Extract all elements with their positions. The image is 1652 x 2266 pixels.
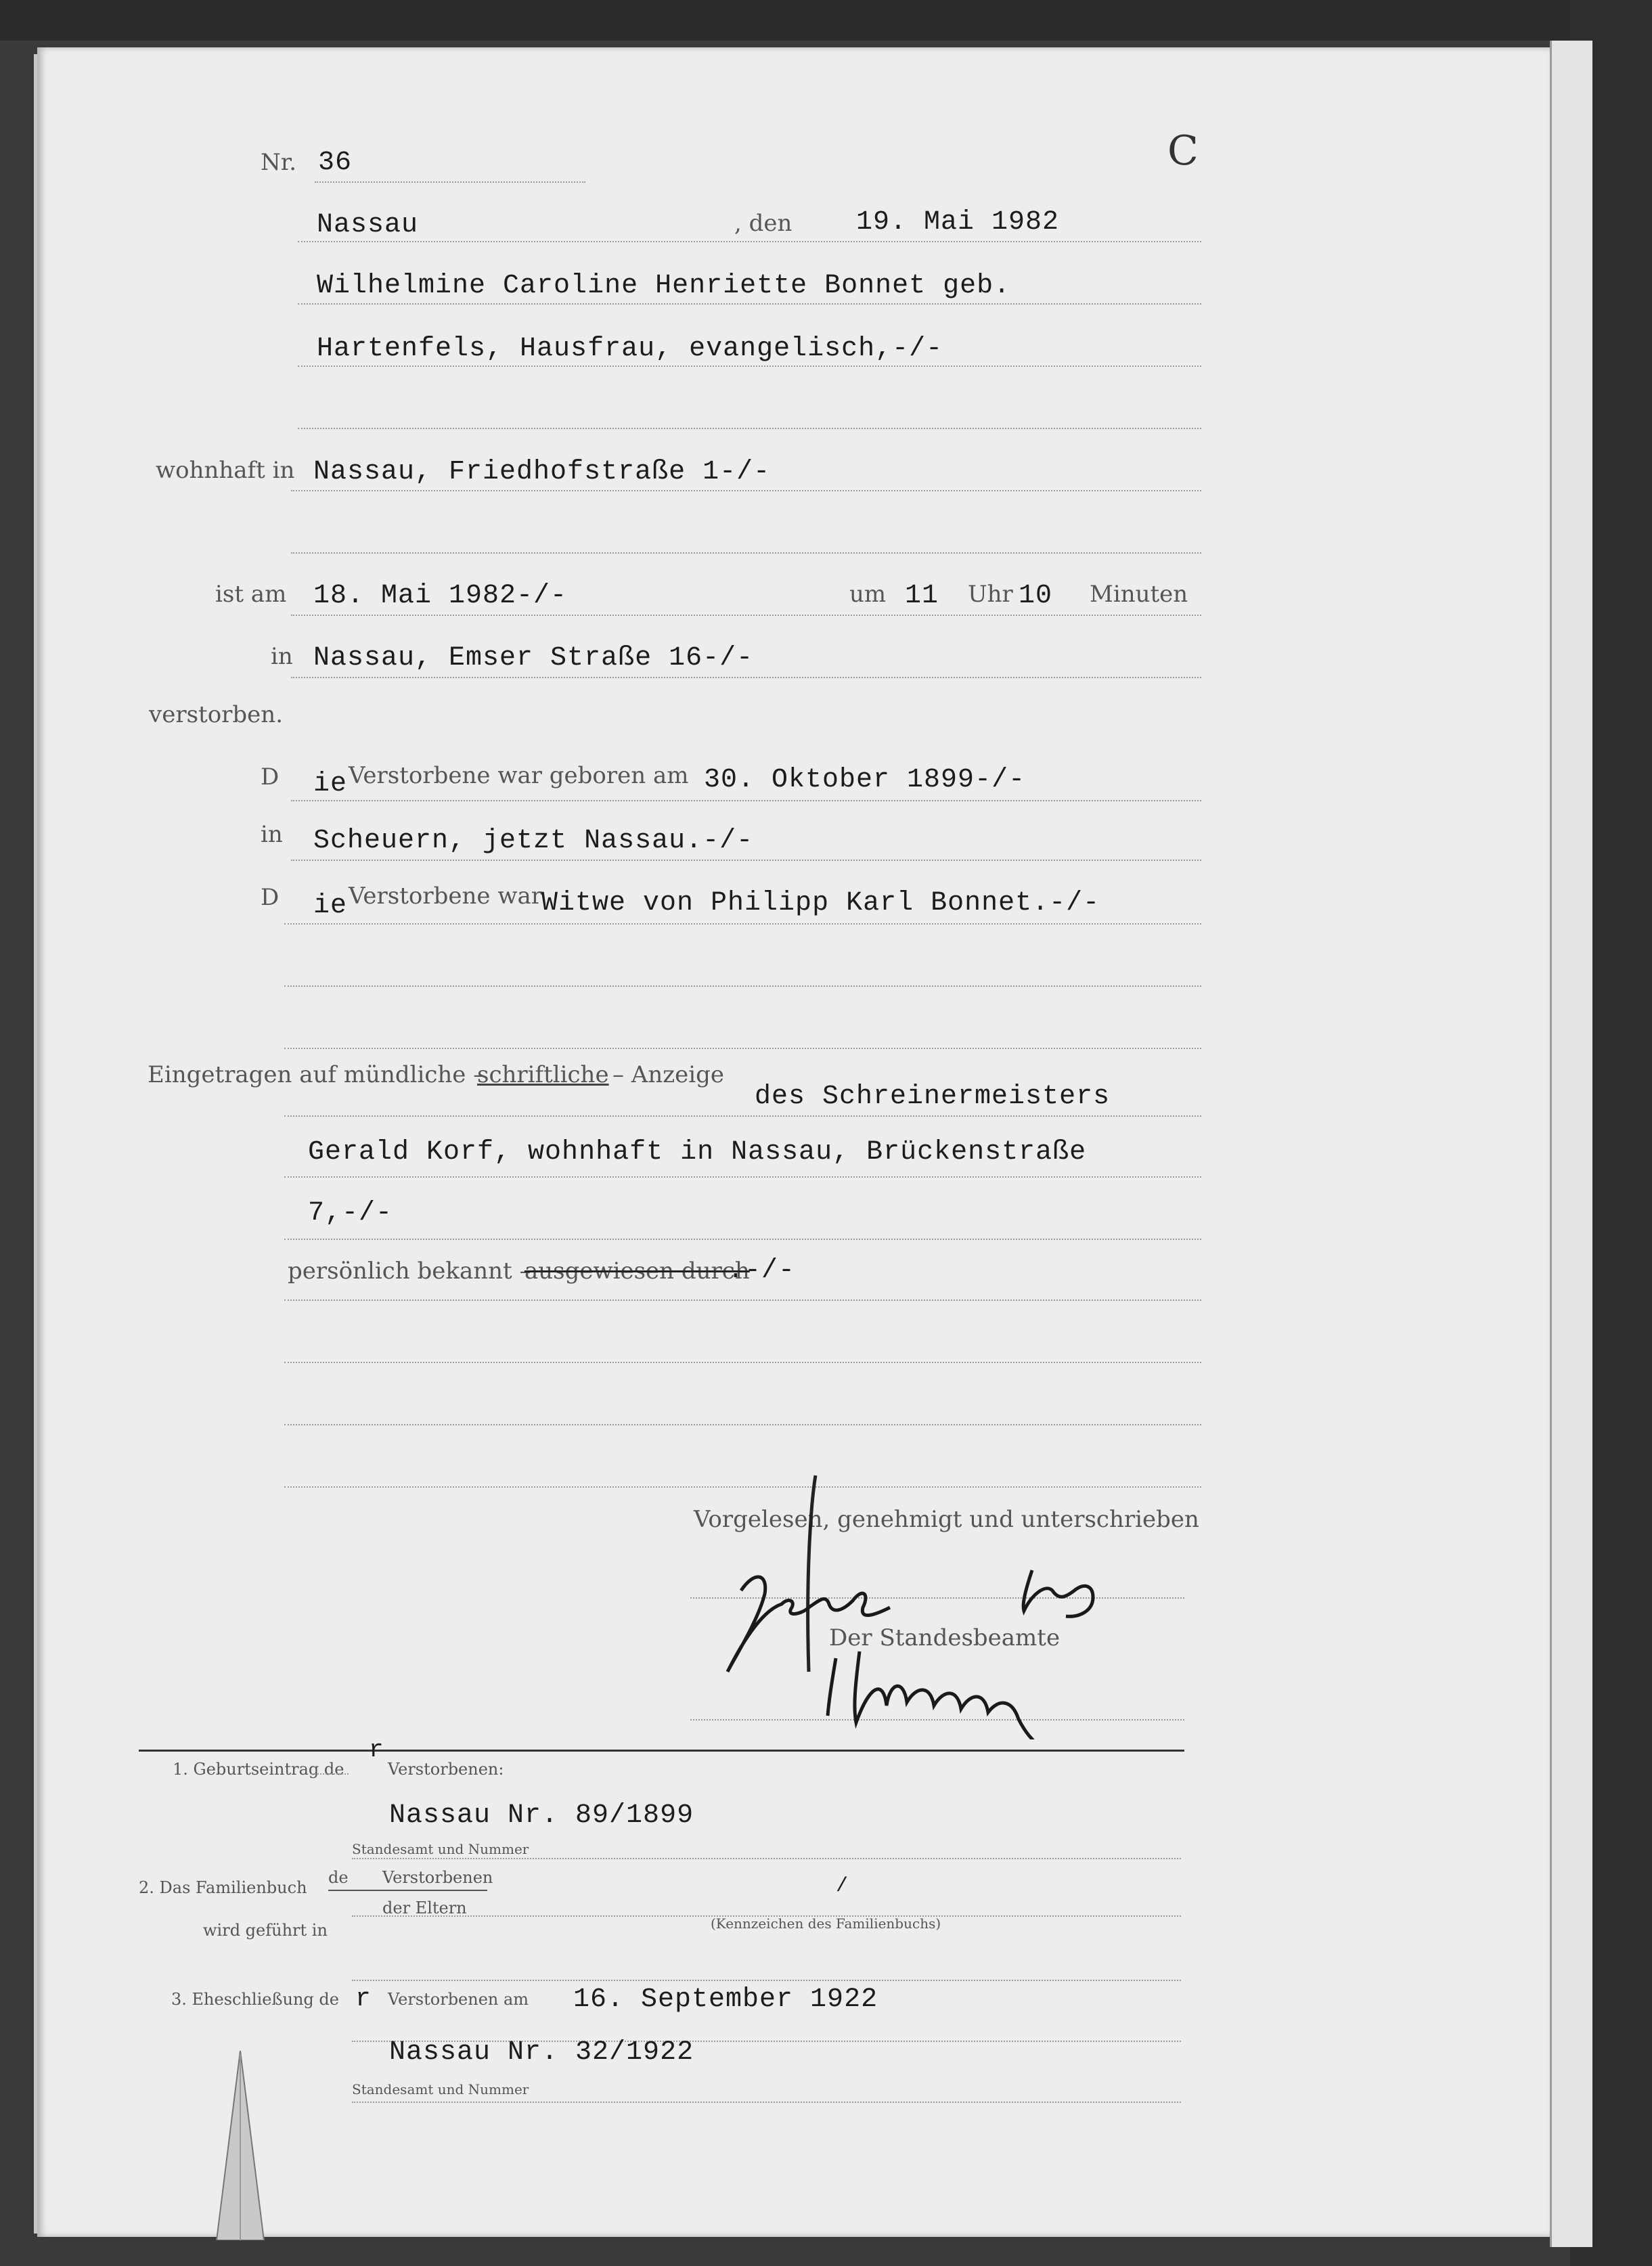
death-hour: 11 (905, 581, 939, 611)
d2-prefix: D (261, 884, 280, 911)
line-9 (291, 800, 1201, 801)
item2-kennzeichen: (Kennzeichen des Familienbuchs) (711, 1915, 941, 1932)
line-6 (291, 552, 1201, 554)
informant-line-1: des Schreinermeisters (755, 1082, 1111, 1112)
marital-status: Witwe von Philipp Karl Bonnet.-/- (541, 888, 1100, 918)
item3-typed: r (355, 1984, 372, 2014)
item2-fraction-rule (328, 1890, 487, 1891)
line-17 (284, 1299, 1201, 1301)
d2-label: Verstorbene war (349, 883, 542, 910)
bekannt-label: persönlich bekannt – (288, 1258, 531, 1285)
line-8 (291, 677, 1201, 678)
item1-line (352, 1858, 1181, 1859)
den-label: , den (734, 210, 792, 237)
handwritten-signatures (714, 1455, 1174, 1739)
birth-in-label: in (261, 821, 283, 848)
item1-typed: r (369, 1736, 384, 1764)
line-18 (284, 1362, 1201, 1363)
item3-value: Nassau Nr. 32/1922 (389, 2037, 694, 2068)
footer-rule (139, 1750, 1184, 1752)
item2-wird: wird geführt in (203, 1921, 328, 1940)
register-page (37, 47, 1550, 2237)
standesamt-label-2: Standesamt und Nummer (352, 2081, 529, 2097)
item2-verstorbenen: Verstorbenen (382, 1868, 493, 1887)
death-date: 18. Mai 1982-/- (313, 581, 568, 611)
name-line-2: Hartenfels, Hausfrau, evangelisch,-/- (317, 334, 943, 364)
line-5 (291, 490, 1201, 491)
line-11 (284, 923, 1201, 925)
verstorben-label: verstorben. (149, 701, 284, 728)
line-4 (298, 428, 1201, 429)
line-3 (298, 365, 1201, 367)
d1-typed: ie (313, 769, 348, 799)
in-label: in (271, 643, 293, 670)
line-10 (291, 860, 1201, 861)
line-12 (284, 985, 1201, 987)
standesamt-label-1: Standesamt und Nummer (352, 1841, 529, 1857)
item3-line-2 (352, 2102, 1181, 2103)
vorgelesen-label: Vorgelesen, genehmigt und unterschrieben (694, 1506, 1199, 1533)
death-minutes: 10 (1019, 581, 1053, 611)
item2-label: 2. Das Familienbuch (139, 1878, 307, 1897)
birth-date: 30. Oktober 1899-/- (704, 765, 1026, 795)
entry-date: 19. Mai 1982 (856, 207, 1060, 238)
informant-line-2: Gerald Korf, wohnhaft in Nassau, Brückenstraße (308, 1137, 1087, 1168)
item1-value: Nassau Nr. 89/1899 (389, 1800, 694, 1831)
line-15 (284, 1176, 1201, 1178)
nr-label: Nr. (261, 149, 297, 176)
next-page-edge (1550, 41, 1592, 2247)
informant-line-3: 7,-/- (308, 1198, 393, 1228)
ausgewiesen-label: ausgewiesen durch (524, 1258, 750, 1285)
pen-icon (189, 2051, 298, 2240)
line-7 (291, 615, 1201, 616)
item3-suffix: Verstorbenen am (388, 1990, 529, 2009)
uhr-label: Uhr (968, 581, 1013, 608)
bekannt-typed: .-/- (728, 1256, 796, 1286)
nr-value: 36 (318, 148, 353, 178)
corner-letter: C (1167, 127, 1199, 175)
death-place: Nassau, Emser Straße 16-/- (313, 643, 754, 673)
name-line-1: Wilhelmine Caroline Henriette Bonnet geb. (317, 271, 1011, 301)
line-1 (298, 241, 1201, 242)
nr-line (315, 181, 585, 183)
scan-background-top (0, 0, 1652, 41)
line-16 (284, 1239, 1201, 1240)
wohnhaft-label: wohnhaft in (156, 457, 295, 484)
item2-line-2 (352, 1980, 1181, 1981)
um-label: um (849, 581, 887, 608)
d2-typed: ie (313, 891, 348, 921)
item2-slash: / (836, 1875, 849, 1898)
item1-suffix: Verstorbenen: (388, 1760, 504, 1779)
wohnhaft-value: Nassau, Friedhofstraße 1-/- (313, 457, 771, 487)
line-13 (284, 1048, 1201, 1049)
ist-am-label: ist am (215, 581, 287, 608)
eingetragen-label: Eingetragen auf mündliche – (148, 1061, 485, 1088)
d1-label: Verstorbene war geboren am (349, 762, 689, 789)
minuten-label: Minuten (1090, 581, 1188, 608)
place-value: Nassau (317, 210, 419, 240)
line-14 (284, 1115, 1201, 1117)
line-19 (284, 1424, 1201, 1425)
item3-label: 3. Eheschließung de (171, 1990, 339, 2009)
line-2 (298, 303, 1201, 305)
anzeige-label: – Anzeige (612, 1061, 725, 1088)
birth-place: Scheuern, jetzt Nassau.-/- (313, 826, 754, 856)
item2-de: de (328, 1868, 349, 1887)
item2-eltern: der Eltern (382, 1898, 467, 1917)
item3-date: 16. September 1922 (573, 1984, 878, 2015)
schriftliche-label: schriftliche (477, 1061, 609, 1088)
standesbeamte-label: Der Standesbeamte (829, 1624, 1061, 1651)
item1-gap-line (311, 1773, 349, 1775)
d1-prefix: D (261, 763, 280, 791)
item1-label: 1. Geburtseintrag de (173, 1760, 344, 1779)
